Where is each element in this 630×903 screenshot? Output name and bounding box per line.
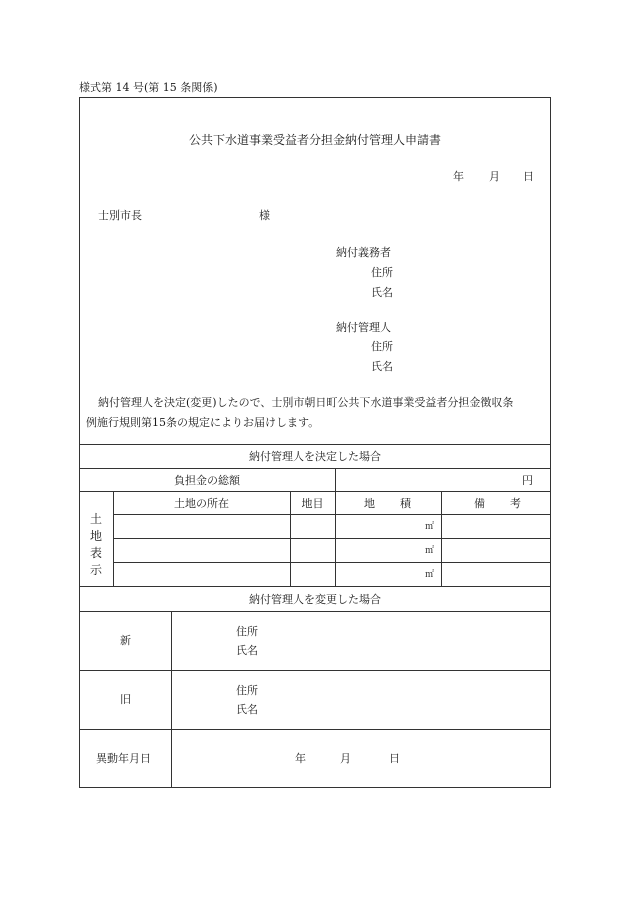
col-area-b: 積 — [400, 497, 411, 510]
rule — [79, 729, 551, 730]
manager-heading: 納付管理人 — [336, 321, 391, 334]
col-area-a: 地 — [364, 497, 375, 510]
total-label: 負担金の総額 — [174, 474, 240, 487]
land-label-3: 表 — [90, 546, 103, 560]
decided-heading: 納付管理人を決定した場合 — [249, 450, 381, 463]
statement-line-1: 納付管理人を決定(変更)したので、士別市朝日町公共下水道事業受益者分担金徴収条 — [98, 396, 514, 409]
rule — [335, 468, 336, 586]
area-unit-2: ㎡ — [425, 546, 435, 556]
rule — [79, 611, 551, 612]
col-remarks-a: 備 — [474, 497, 485, 510]
old-label: 旧 — [120, 693, 131, 706]
land-label-2: 地 — [90, 529, 103, 543]
rule — [79, 444, 551, 445]
rule — [79, 586, 551, 587]
rule — [79, 468, 551, 469]
change-date-label: 異動年月日 — [96, 752, 151, 765]
change-date-month: 月 — [340, 752, 351, 765]
rule — [79, 670, 551, 671]
area-unit-3: ㎡ — [425, 570, 435, 580]
statement-line-2: 例施行規則第15条の規定によりお届けします。 — [86, 416, 320, 429]
date-month-label: 月 — [489, 170, 500, 183]
payer-heading: 納付義務者 — [336, 246, 391, 259]
area-unit-1: ㎡ — [425, 522, 435, 532]
rule — [113, 514, 551, 515]
date-day-label: 日 — [523, 170, 534, 183]
rule — [79, 491, 551, 492]
addressee-name: 士別市長 — [98, 209, 142, 222]
payer-name-label: 氏名 — [371, 286, 393, 299]
old-name-label: 氏名 — [236, 703, 258, 716]
changed-heading: 納付管理人を変更した場合 — [249, 593, 381, 606]
col-remarks-b: 考 — [510, 497, 521, 510]
addressee-honorific: 様 — [259, 209, 270, 222]
rule — [113, 538, 551, 539]
land-label-1: 土 — [90, 512, 103, 526]
yen-label: 円 — [522, 474, 533, 487]
change-date-year: 年 — [295, 752, 306, 765]
new-address-label: 住所 — [236, 625, 258, 638]
col-land-type: 地目 — [301, 497, 324, 510]
new-label: 新 — [120, 634, 131, 647]
manager-address-label: 住所 — [371, 340, 393, 353]
date-year-label: 年 — [453, 170, 464, 183]
payer-address-label: 住所 — [371, 266, 393, 279]
rule — [171, 611, 172, 788]
rule — [113, 562, 551, 563]
change-date-day: 日 — [389, 752, 400, 765]
old-address-label: 住所 — [236, 684, 258, 697]
new-name-label: 氏名 — [236, 644, 258, 657]
col-location: 土地の所在 — [174, 497, 229, 510]
form-number: 様式第 14 号(第 15 条関係) — [79, 81, 218, 94]
form-frame — [79, 97, 551, 788]
manager-name-label: 氏名 — [371, 360, 393, 373]
form-title: 公共下水道事業受益者分担金納付管理人申請書 — [188, 133, 441, 147]
land-label-4: 示 — [90, 563, 103, 577]
